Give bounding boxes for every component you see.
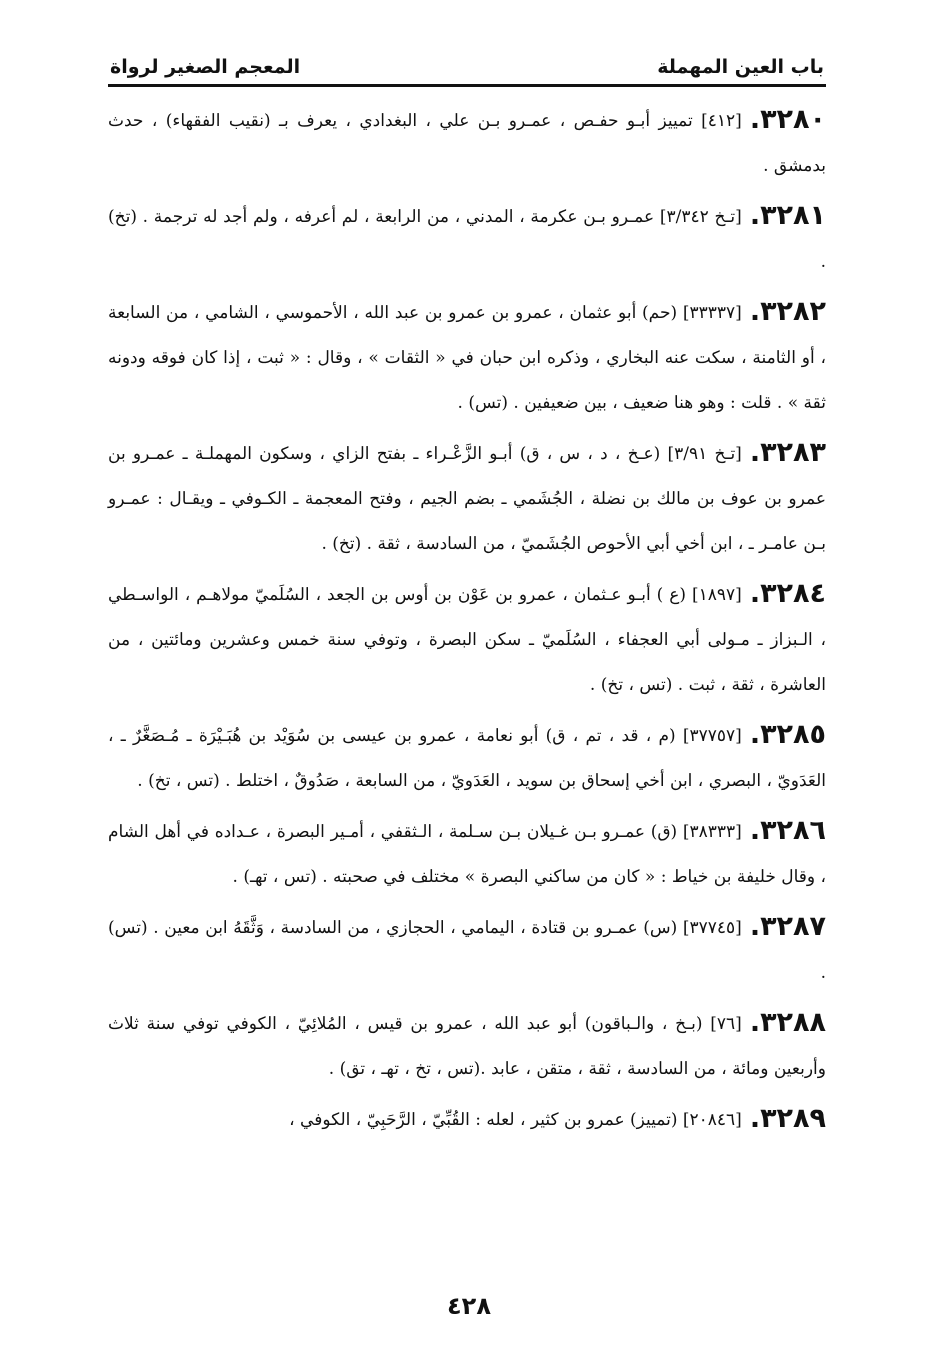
list-item <box>108 571 826 708</box>
entry-text: [٣٨٣٣٣] (ق) عمـرو بـن غـيلان بـن سـلمة ، الـثقفي ، أمـير البصرة ، عـداده في أهل الشام ، وقال خليفة بن خياط : « كان من ساكني البصرة » مختلف في صحبته . (تس ، تهـ) . <box>108 822 826 887</box>
entry-number: ٣٢٨٥. <box>749 719 826 750</box>
entries-list <box>108 97 826 1143</box>
chapter-title: باب العين المهملة <box>657 56 824 78</box>
entry-number: ٣٢٨٤. <box>749 578 826 609</box>
entry-number: ٣٢٨٨. <box>749 1007 826 1038</box>
entry-text: [تـخ ٣/٩١] (عـخ ، د ، س ، ق) أبـو الزَّعْـراء ـ بفتح الزاي ، وسكون المهملـة ـ عمـرو بن عمرو بن عوف بن مالك بن نضلة ، الجُشَمي ـ بضم الجيم ، وفتح المعجمة ـ الكـوفي ـ ويقـال : عمـرو بـن عامـر ـ ، ابن أخي أبي الأحوص الجُشَميّ ، من السادسة ، ثقة . (تخ) . <box>108 444 826 554</box>
page-number: ٤٢٨ <box>447 1292 491 1320</box>
entry-number: ٣٢٨٣. <box>749 437 826 468</box>
entry-text: [٧٦] (بـخ ، والـباقون) أبو عبد الله ، عمرو بن قيس ، المُلائِيّ ، الكوفي توفي سنة ثلاث وأربعين ومائة ، من السادسة ، ثقة ، متقن ، عابد .(تس ، تخ ، تهـ ، تق) . <box>108 1014 826 1079</box>
list-item <box>108 430 826 567</box>
list-item <box>108 289 826 426</box>
entry-text: [١٨٩٧] (ع ) أبـو عـثمان ، عمرو بن عَوْن بن أوس بن الجعد ، السُلَميّ مولاهـم ، الواسـطي ، الـبزاز ـ مـولى أبي العجفاء ، السُلَميّ ـ سكن البصرة ، وتوفي سنة خمس وعشرين ومائتين ، من العاشرة ، ثقة ، ثبت . (تس ، تخ) . <box>108 585 826 695</box>
list-item <box>108 97 826 189</box>
entry-number: ٣٢٨٢. <box>749 296 826 327</box>
list-item <box>108 712 826 804</box>
entry-text: [تـخ ٣/٣٤٢] عمـرو بـن عكرمة ، المدني ، من الرابعة ، لم أعرفه ، ولم أجد له ترجمة . (تخ) . <box>108 207 826 272</box>
entry-text: [٣٧٧٤٥] (س) عمـرو بن قتادة ، اليمامي ، الحجازي ، من السادسة ، وَثَّقَهُ ابن معين . (تس) . <box>108 918 826 983</box>
entry-number: ٣٢٨١. <box>749 200 826 231</box>
book-title: المعجم الصغير لرواة <box>110 56 301 78</box>
list-item <box>108 904 826 996</box>
list-item <box>108 1096 826 1143</box>
entry-number: ٣٢٨٧. <box>749 911 826 942</box>
entry-number: ٣٢٨٦. <box>749 815 826 846</box>
entry-text: [٣٣٣٣٧] (حم) أبو عثمان ، عمرو بن عمرو بن عبد الله ، الأحموسي ، الشامي ، من السابعة ، أو الثامنة ، سكت عنه البخاري ، وذكره ابن حبان في « الثقات » ، وقال : « ثبت ، إذا كان فوقه ودونه ثقة » . قلت : وهو هنا ضعيف ، بين ضعيفين . (تس) . <box>108 303 826 413</box>
entry-text: [٤١٢] تمييز أبـو حفـص ، عمـرو بـن علي ، البغدادي ، يعرف بـ (نقيب الفقهاء) ، حدث بدمشق . <box>108 111 826 176</box>
page-header <box>108 40 826 87</box>
list-item <box>108 808 826 900</box>
entry-number: ٣٢٨٩. <box>749 1103 826 1134</box>
entry-text: [٢٠٨٤٦] (تمييز) عمرو بن كثير ، لعله : القُبِّيّ ، الرَّحَبِيّ ، الكوفي ، <box>289 1110 742 1130</box>
entry-text: [٣٧٧٥٧] (م ، قد ، تم ، ق) أبو نعامة ، عمرو بن عيسى بن سُوَيْد بن هُبَـيْرَة ـ مُـصَغَّرٌ ـ ، العَدَويّ ، البصري ، ابن أخي إسحاق بن سويد ، العَدَويّ ، من السابعة ، صَدُوقٌ ، اختلط . (تس ، تخ) . <box>108 726 826 791</box>
list-item <box>108 1000 826 1092</box>
entry-number: ٣٢٨٠. <box>749 104 826 135</box>
list-item <box>108 193 826 285</box>
